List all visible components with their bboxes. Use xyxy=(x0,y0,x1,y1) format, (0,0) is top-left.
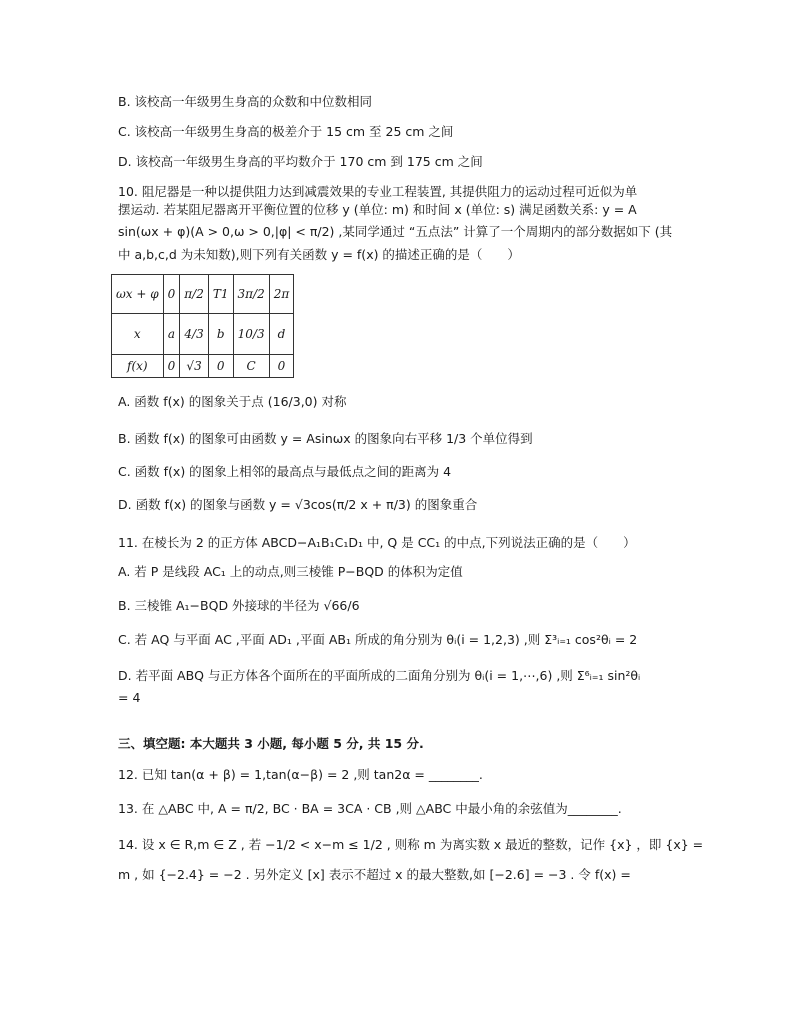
q11-option-a: A. 若 P 是线段 AC₁ 上的动点,则三棱锥 P−BQD 的体积为定值 xyxy=(118,564,463,579)
table-cell: √3 xyxy=(180,355,209,378)
table-cell: 2π xyxy=(269,275,294,314)
q10-stem-line3: sin(ωx + φ)(A > 0,ω > 0,|φ| < π/2) ,某同学通过 “五点法” 计算了一个周期内的部分数据如下 (其 xyxy=(118,224,673,239)
q12: 12. 已知 tan(α + β) = 1,tan(α−β) = 2 ,则 tan2α = ________. xyxy=(118,767,483,782)
q9-option-b: B. 该校高一年级男生身高的众数和中位数相同 xyxy=(118,94,373,109)
table-cell: T1 xyxy=(208,275,233,314)
q10-option-a: A. 函数 f(x) 的图象关于点 (16/3,0) 对称 xyxy=(118,394,347,409)
table-cell: C xyxy=(233,355,269,378)
q10-option-b: B. 函数 f(x) 的图象可由函数 y = Asinωx 的图象向右平移 1/3 个单位得到 xyxy=(118,431,533,446)
q11-stem: 11. 在棱长为 2 的正方体 ABCD−A₁B₁C₁D₁ 中, Q 是 CC₁ 的中点,下列说法正确的是（ ） xyxy=(118,535,636,550)
table-cell: 0 xyxy=(163,275,180,314)
table-cell: d xyxy=(269,314,294,355)
table-cell: a xyxy=(163,314,180,355)
table-cell: 0 xyxy=(269,355,294,378)
table-cell: 10/3 xyxy=(233,314,269,355)
q14-line2: m , 如 {−2.4} = −2 . 另外定义 [x] 表示不超过 x 的最大整数,如 [−2.6] = −3 . 令 f(x) = xyxy=(118,867,631,882)
row-header: x xyxy=(112,314,164,355)
q11-option-b: B. 三棱锥 A₁−BQD 外接球的半径为 √66/6 xyxy=(118,598,360,613)
q10-stem-line2: 摆运动. 若某阻尼器离开平衡位置的位移 y (单位: m) 和时间 x (单位: s) 满足函数关系: y = A xyxy=(118,202,637,217)
q11-option-d-line1: D. 若平面 ABQ 与正方体各个面所在的平面所成的二面角分别为 θᵢ(i = 1,⋯,6) ,则 Σ⁶ᵢ₌₁ sin²θᵢ xyxy=(118,668,641,683)
q9-option-d: D. 该校高一年级男生身高的平均数介于 170 cm 到 175 cm 之间 xyxy=(118,154,483,169)
q9-option-c: C. 该校高一年级男生身高的极差介于 15 cm 至 25 cm 之间 xyxy=(118,124,454,139)
table-cell: 0 xyxy=(208,355,233,378)
q14-line1: 14. 设 x ∈ R,m ∈ Z , 若 −1/2 < x−m ≤ 1/2 , 则称 m 为离实数 x 最近的整数，记作 {x} ，即 {x} = xyxy=(118,837,704,852)
table-cell: 3π/2 xyxy=(233,275,269,314)
table-cell: 4/3 xyxy=(180,314,209,355)
q11-option-c: C. 若 AQ 与平面 AC ,平面 AD₁ ,平面 AB₁ 所成的角分别为 θᵢ(i = 1,2,3) ,则 Σ³ᵢ₌₁ cos²θᵢ = 2 xyxy=(118,632,638,647)
q10-option-c: C. 函数 f(x) 的图象上相邻的最高点与最低点之间的距离为 4 xyxy=(118,464,452,479)
q11-option-d-line2: = 4 xyxy=(118,690,141,705)
q10-stem-line1: 10. 阻尼器是一种以提供阻力达到减震效果的专业工程装置, 其提供阻力的运动过程可近似为单 xyxy=(118,184,638,199)
table-cell: π/2 xyxy=(180,275,209,314)
row-header: ωx + φ xyxy=(112,275,164,314)
row-header: f(x) xyxy=(112,355,164,378)
table-cell: 0 xyxy=(163,355,180,378)
five-point-table xyxy=(111,274,294,378)
q10-stem-line4: 中 a,b,c,d 为未知数),则下列有关函数 y = f(x) 的描述正确的是（ ） xyxy=(118,247,520,262)
table-cell: b xyxy=(208,314,233,355)
q13: 13. 在 △ABC 中, A = π/2, BC · BA = 3CA · CB ,则 △ABC 中最小角的余弦值为________. xyxy=(118,801,622,816)
q10-option-d: D. 函数 f(x) 的图象与函数 y = √3cos(π/2 x + π/3) 的图象重合 xyxy=(118,497,478,512)
section-heading: 三、填空题: 本大题共 3 小题, 每小题 5 分, 共 15 分. xyxy=(118,736,424,751)
